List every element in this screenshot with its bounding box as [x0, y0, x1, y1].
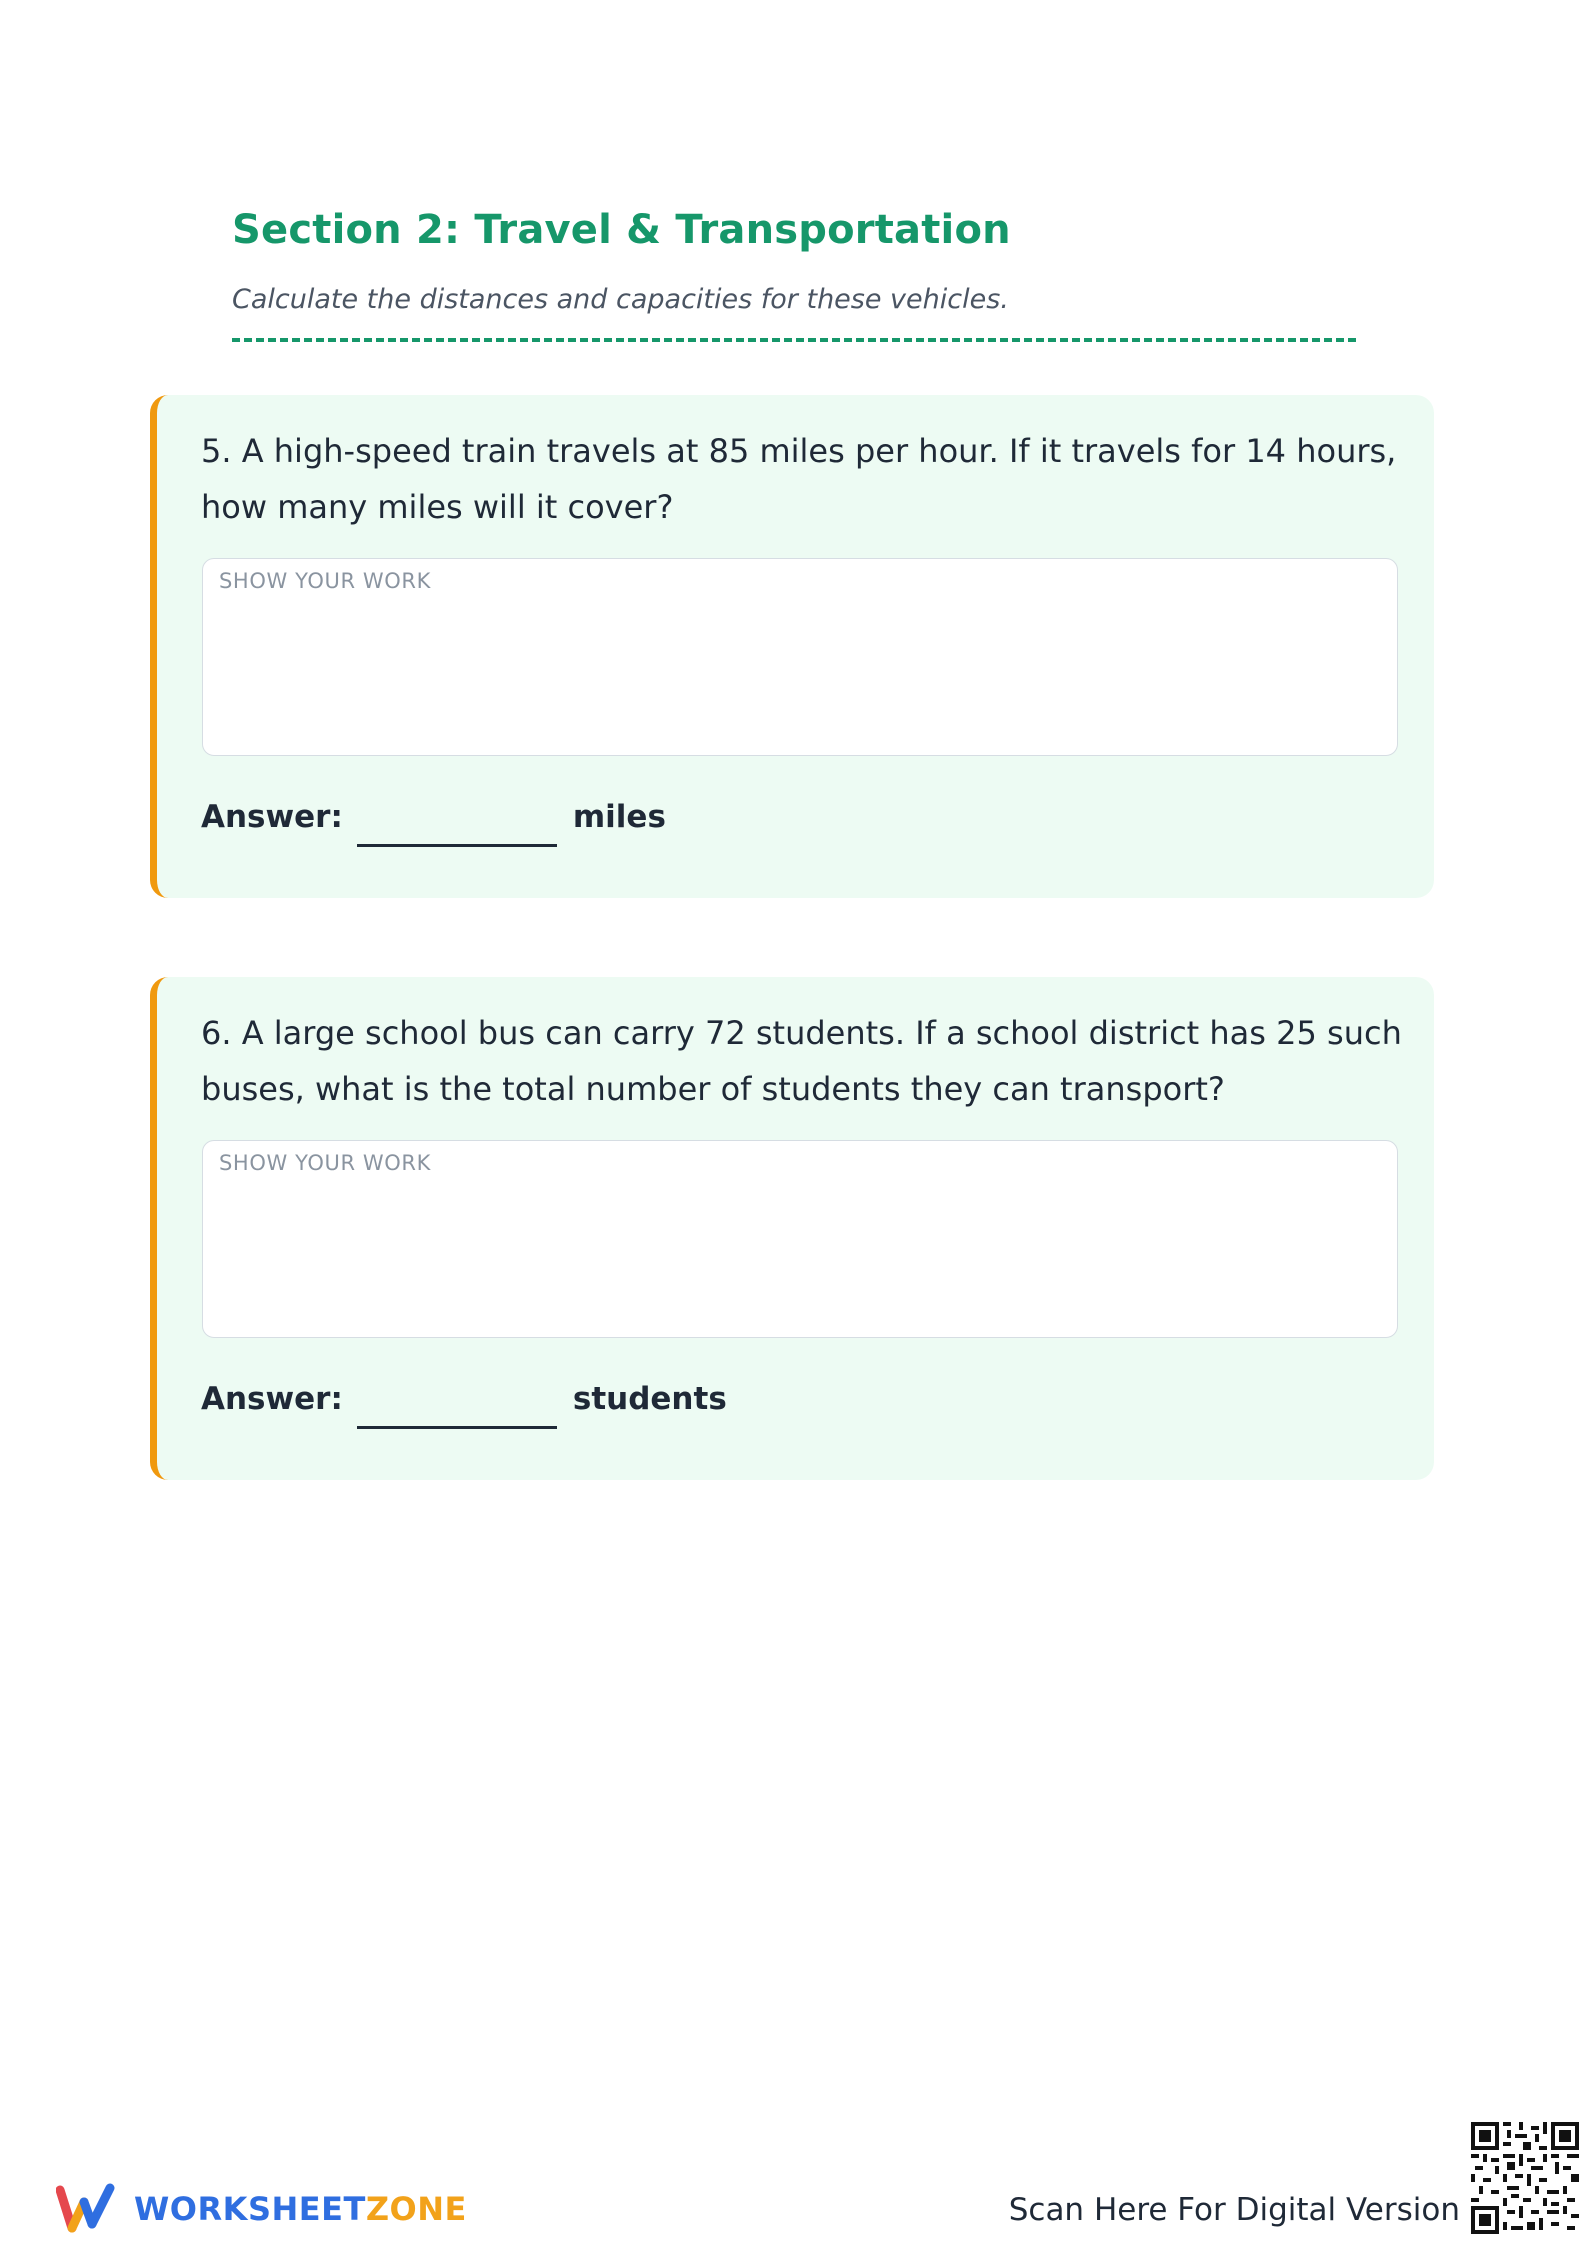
logo-text-worksheet: WORKSHEET — [134, 2190, 366, 2228]
question-card-5 — [150, 395, 1434, 898]
answer-row — [201, 783, 666, 839]
answer-blank[interactable] — [357, 1398, 557, 1429]
section-subtitle: Calculate the distances and capacities for these vehicles. — [232, 284, 1009, 315]
logo-wordmark — [134, 2189, 467, 2229]
section-header — [232, 200, 1356, 342]
worksheetzone-logo[interactable] — [56, 2180, 467, 2238]
scan-caption: Scan Here For Digital Version — [1008, 2192, 1460, 2228]
question-text: 6. A large school bus can carry 72 students. If a school district has 25 such buses, what is the total number of students they can transport? — [201, 1014, 1402, 1108]
answer-row — [201, 1365, 727, 1421]
show-work-box[interactable] — [202, 558, 1398, 756]
section-divider — [232, 338, 1356, 342]
show-work-label: SHOW YOUR WORK — [219, 1151, 431, 1175]
logo-text-zone: ZONE — [365, 2190, 467, 2228]
qr-code-icon[interactable] — [1471, 2122, 1579, 2234]
answer-blank[interactable] — [357, 816, 557, 847]
show-work-box[interactable] — [202, 1140, 1398, 1338]
section-title: Section 2: Travel & Transportation — [232, 207, 1011, 253]
question-card-6 — [150, 977, 1434, 1480]
worksheetzone-logo-icon — [56, 2180, 116, 2238]
question-text: 5. A high-speed train travels at 85 miles per hour. If it travels for 14 hours, how many miles will it cover? — [201, 432, 1397, 526]
show-work-label: SHOW YOUR WORK — [219, 569, 431, 593]
answer-label: Answer: — [201, 799, 343, 835]
answer-unit: students — [572, 1381, 727, 1417]
answer-label: Answer: — [201, 1381, 343, 1417]
answer-unit: miles — [572, 799, 666, 835]
